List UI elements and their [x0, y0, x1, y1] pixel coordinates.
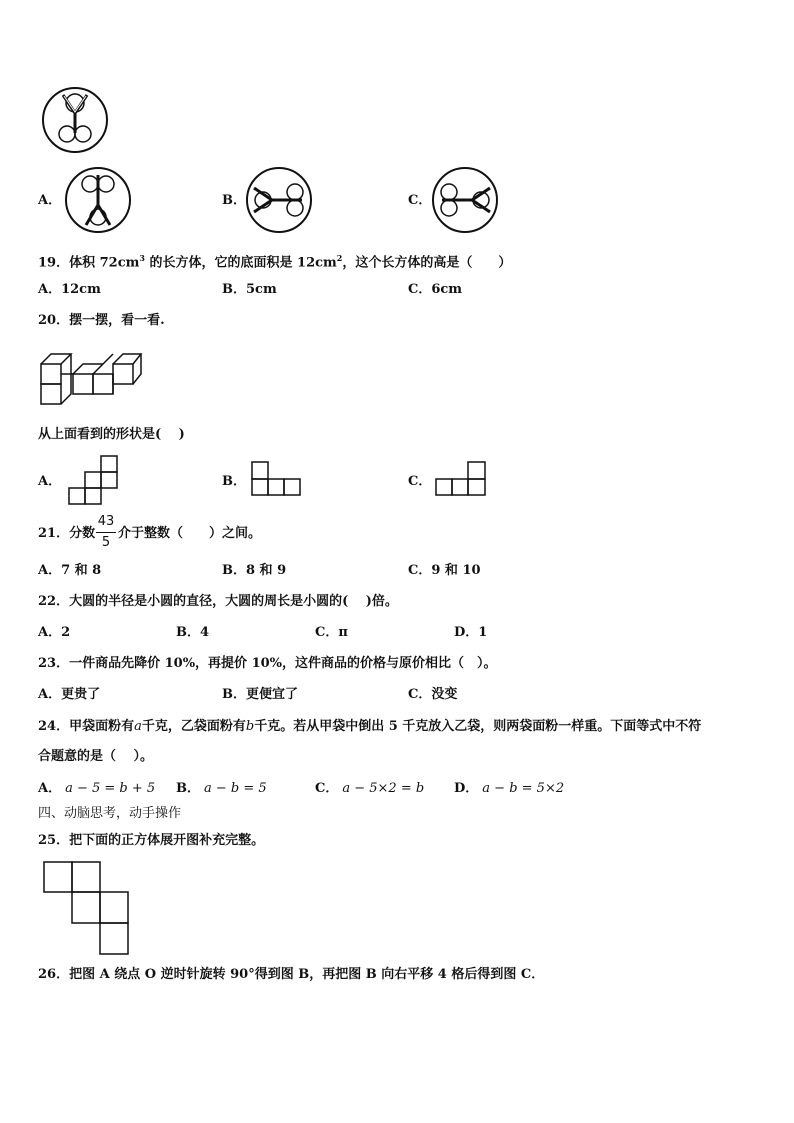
q19-text-part3: ，这个长方体的高是（ ） — [342, 255, 512, 271]
q18-option-c-figure[interactable] — [432, 167, 500, 233]
q18-option-c-label: C． — [408, 193, 432, 208]
q20-title: 20．摆一摆，看一看. — [38, 313, 165, 328]
q23-option-a[interactable]: A．更贵了 — [38, 687, 101, 702]
q21-suffix: 介于整数（ ）之间。 — [118, 526, 262, 541]
q23-question: 23．一件商品先降价 10%，再提价 10%，这件商品的价格与原价相比（ ）。 — [38, 656, 497, 671]
q23-option-b[interactable]: B．更便宜了 — [222, 687, 298, 702]
q21-fraction-denominator: 5 — [101, 535, 111, 550]
q24-option-a-label: A． — [38, 781, 62, 796]
q19-question — [38, 250, 511, 271]
q21-prefix: 21．分数 — [38, 526, 96, 541]
q24-option-b-formula: a − b = 5 — [204, 781, 267, 796]
q21-fraction-numerator: 43 — [97, 514, 115, 529]
q26-question: 26．把图 A 绕点 O 逆时针旋转 90°得到图 B，再把图 B 向右平移 4 格后得到图 C． — [38, 967, 545, 982]
q24-text-c: 千克。若从甲袋中倒出 5 千克放入乙袋，则两袋面粉一样重。下面等式中不符 — [254, 719, 702, 734]
q24-option-c[interactable] — [315, 781, 424, 797]
q20-option-c-figure[interactable] — [434, 461, 488, 497]
q18-option-a-figure[interactable] — [65, 167, 133, 233]
q20-option-a-label: A． — [38, 474, 62, 489]
q25-cube-net-figure[interactable] — [42, 860, 134, 958]
q22-option-a[interactable]: A．2 — [38, 625, 71, 640]
q21-fraction-bar — [96, 532, 116, 533]
q24-option-a-formula: a − 5 = b + 5 — [65, 781, 156, 796]
q24-option-d-formula: a − b = 5×2 — [482, 781, 565, 796]
q21-option-a[interactable]: A．7 和 8 — [38, 563, 102, 578]
q19-sup2: 2 — [336, 253, 343, 263]
q24-question-line2: 合题意的是（ ）。 — [38, 749, 154, 764]
q24-text-a: 24．甲袋面粉有 — [38, 719, 135, 734]
q22-option-b[interactable]: B．4 — [176, 625, 210, 640]
q18-option-a-label: A． — [38, 193, 62, 208]
q20-option-c-label: C． — [408, 474, 432, 489]
q24-text-b: 千克，乙袋面粉有 — [141, 719, 246, 734]
q18-reference-figure — [41, 87, 111, 155]
section-4-title: 四、动脑思考，动手操作 — [38, 806, 182, 821]
q24-option-c-label: C． — [315, 781, 339, 796]
q20-option-a-figure[interactable] — [67, 455, 119, 507]
q21-option-c[interactable]: C．9 和 10 — [408, 563, 481, 578]
q24-var-b: b — [245, 719, 255, 734]
q24-option-b-label: B． — [176, 781, 200, 796]
q23-option-c[interactable]: C．没变 — [408, 687, 458, 702]
q20-option-b-figure[interactable] — [250, 461, 304, 497]
q18-option-b-label: B． — [222, 193, 246, 208]
q18-option-b-figure[interactable] — [246, 167, 314, 233]
q19-option-a[interactable]: A．12cm — [38, 282, 101, 297]
q19-option-c[interactable]: C．6cm — [408, 282, 463, 297]
q24-option-b[interactable] — [176, 781, 267, 797]
q22-option-d[interactable]: D．1 — [454, 625, 488, 640]
q24-option-d-label: D． — [454, 781, 479, 796]
q22-question: 22．大圆的半径是小圆的直径，大圆的周长是小圆的( )倍。 — [38, 594, 398, 609]
q24-var-a: a — [134, 719, 142, 734]
q19-option-b[interactable]: B．5cm — [222, 282, 277, 297]
q19-sup1: 3 — [139, 253, 145, 263]
q20-option-b-label: B． — [222, 474, 246, 489]
q25-question: 25．把下面的正方体展开图补充完整。 — [38, 833, 265, 848]
q19-text-part1: 19．体积 72cm — [38, 255, 140, 271]
q24-question-line1 — [38, 719, 701, 735]
q22-option-c[interactable]: C．π — [315, 625, 348, 640]
q20-cube-stack-figure — [40, 350, 142, 408]
q24-option-a[interactable] — [38, 781, 155, 797]
q19-text-part2: 的长方体，它的底面积是 12cm — [144, 255, 337, 271]
q21-option-b[interactable]: B．8 和 9 — [222, 563, 287, 578]
q24-option-c-formula: a − 5×2 = b — [342, 781, 425, 796]
q24-option-d[interactable] — [454, 781, 564, 797]
q20-question: 从上面看到的形状是( ) — [38, 427, 185, 442]
